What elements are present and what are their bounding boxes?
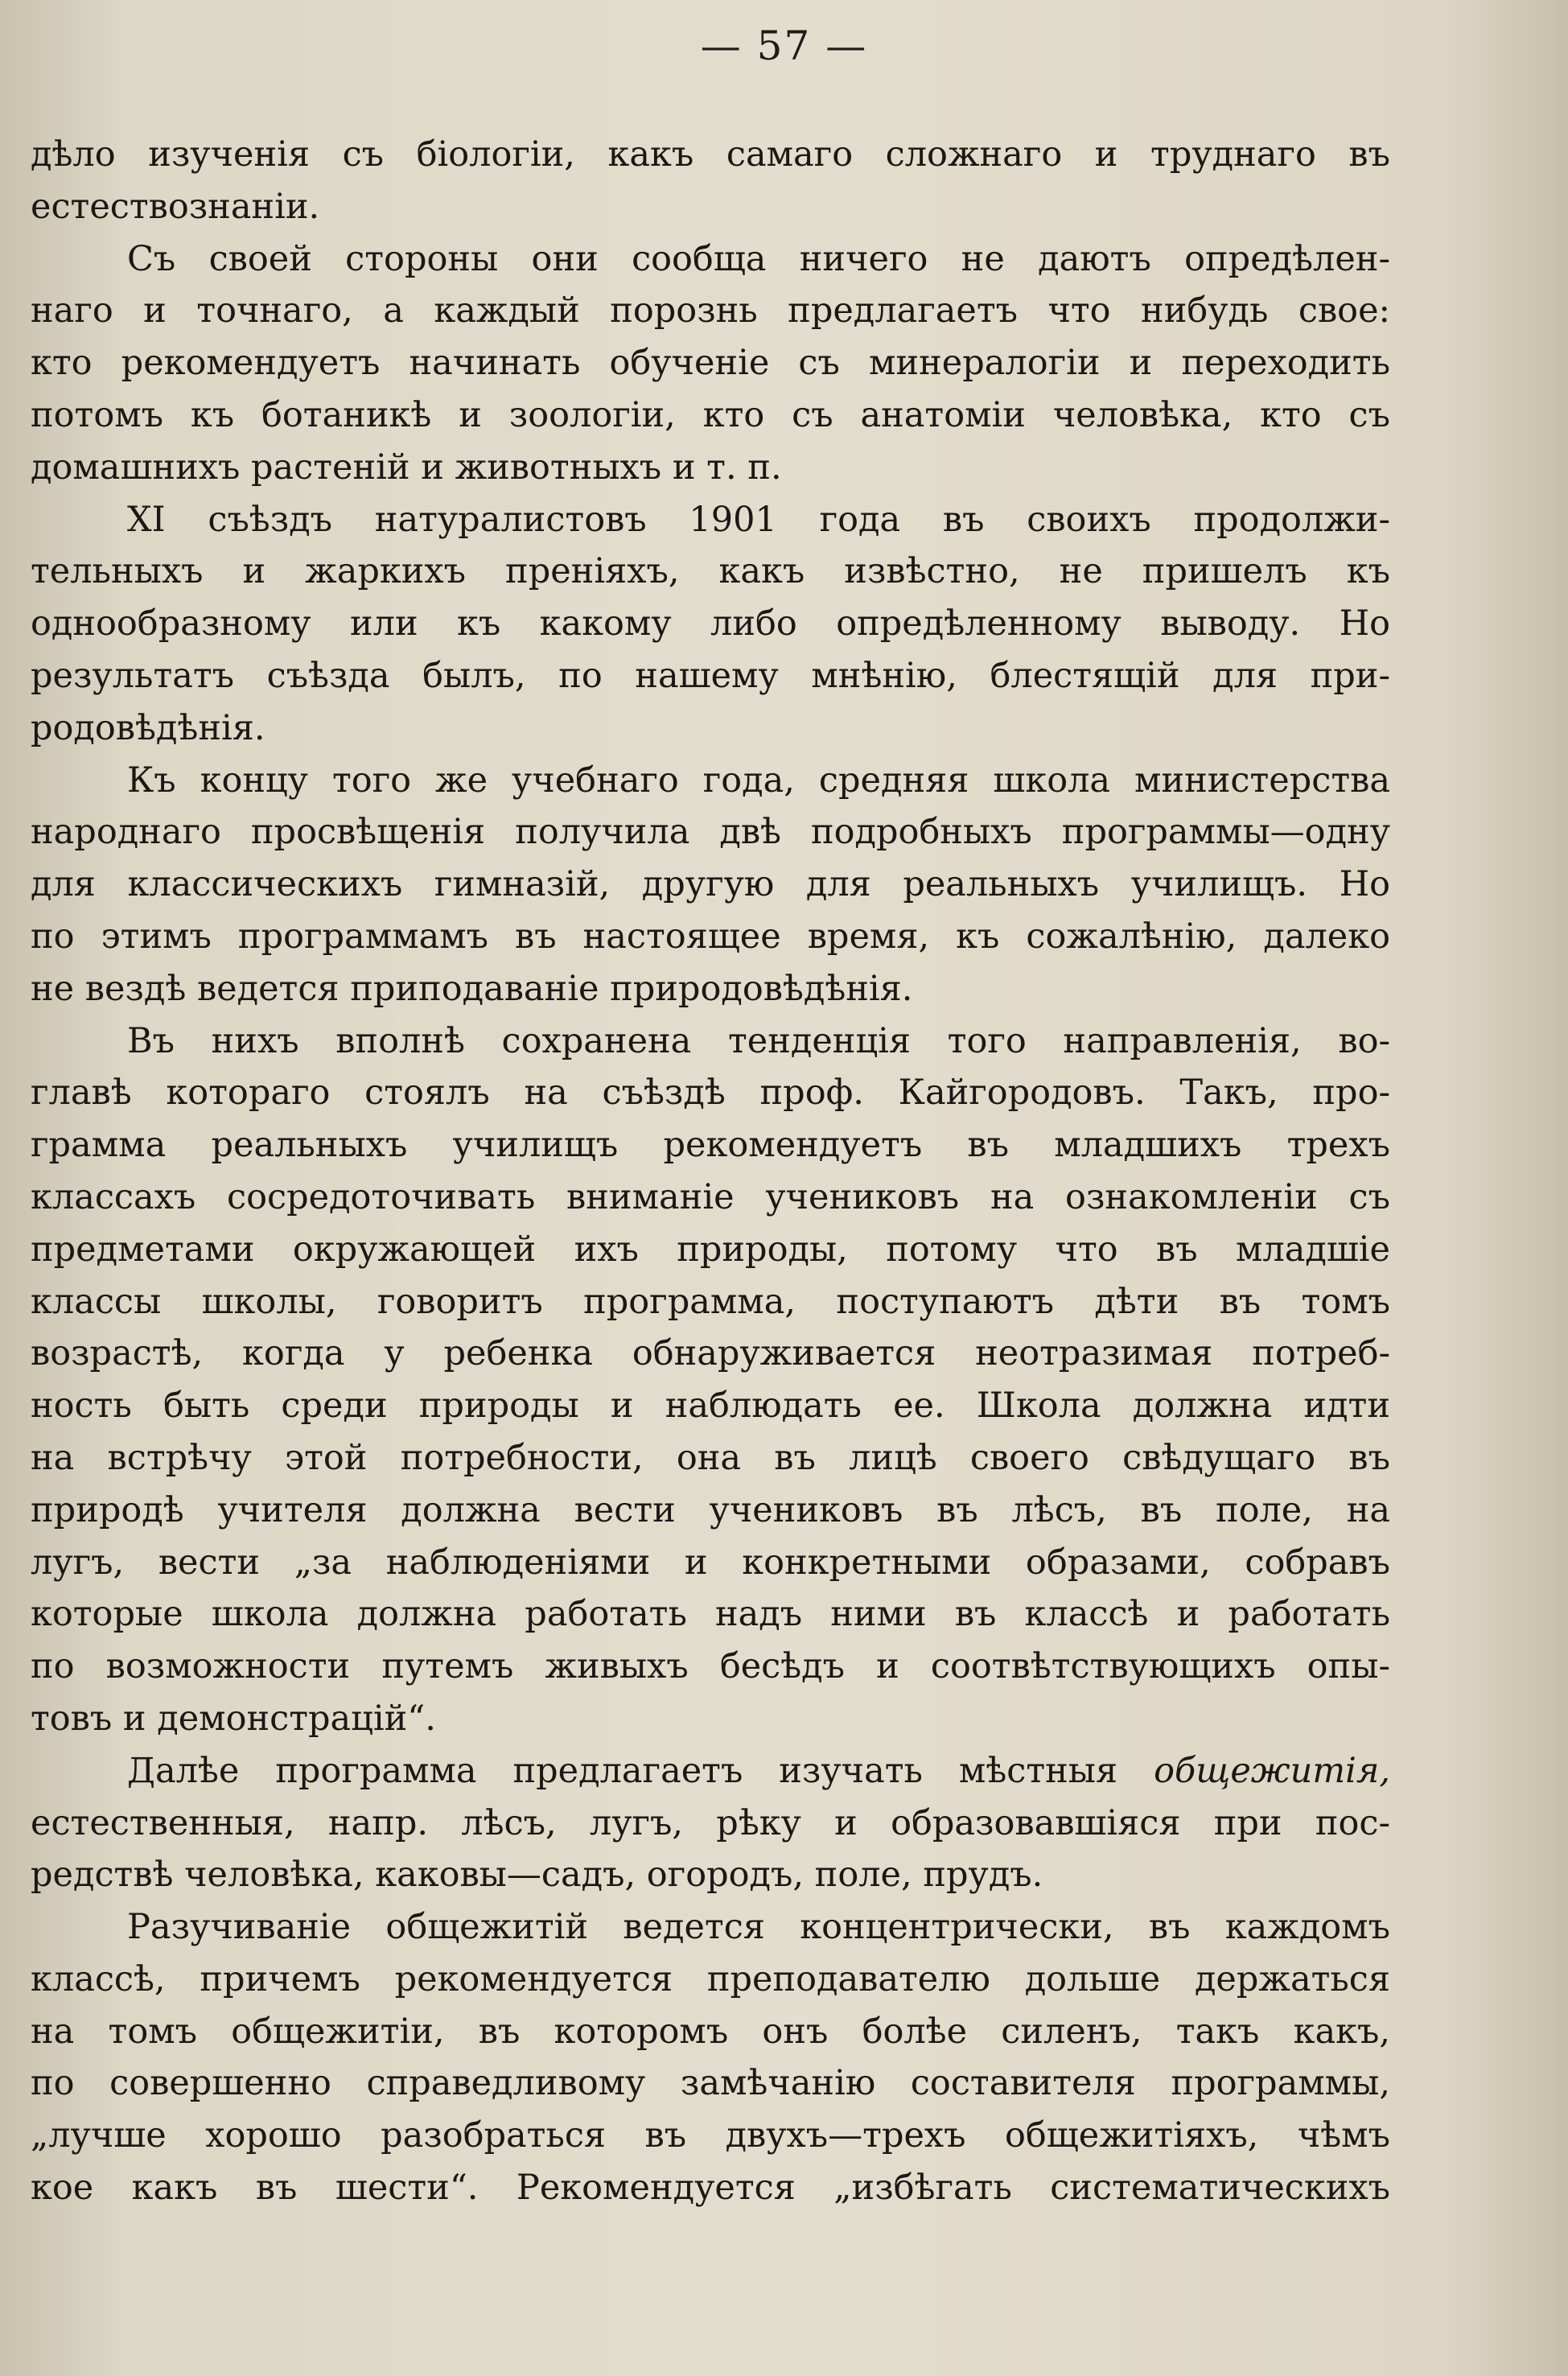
text-line (31, 1954, 1390, 2006)
line-text: не вездѣ ведется приподаваніе природовѣдѣнія. (31, 968, 913, 1009)
paragraph (31, 129, 1390, 233)
text-line (31, 389, 1390, 442)
paragraph (31, 1745, 1390, 1901)
page-number: — 57 — (700, 23, 868, 69)
line-text: однообразному или къ какому либо опредѣленному выводу. Но (31, 603, 1390, 644)
text-line (31, 1172, 1390, 1224)
text-line (31, 442, 1390, 494)
emphasized-word: общежитія, (1154, 1750, 1390, 1791)
text-line (31, 546, 1390, 598)
text-line (31, 598, 1390, 650)
line-text: грамма реальныхъ училищъ рекомендуетъ въ младшихъ трехъ (31, 1125, 1390, 1166)
line-text: природѣ учителя должна вести учениковъ въ лѣсъ, въ поле, на (31, 1489, 1390, 1530)
text-line (31, 2110, 1390, 2162)
line-text: на встрѣчу этой потребности, она въ лицѣ своего свѣдущаго въ (31, 1437, 1390, 1478)
text-line (31, 2162, 1390, 2214)
paragraph (31, 233, 1390, 494)
text-line (31, 1693, 1390, 1745)
line-text: Разучиваніе общежитій ведется концентрически, въ каждомъ (127, 1907, 1390, 1948)
paragraph (31, 494, 1390, 755)
line-text: на томъ общежитіи, въ которомъ онъ болѣе силенъ, такъ какъ, (31, 2011, 1390, 2052)
line-text: возрастѣ, когда у ребенка обнаруживается неотразимая потреб- (31, 1333, 1390, 1374)
text-line (31, 129, 1390, 181)
text-line (31, 2057, 1390, 2110)
body-text (31, 129, 1390, 2214)
text-line (31, 1067, 1390, 1119)
line-text: Къ концу того же учебнаго года, средняя школа министерства (127, 760, 1390, 801)
line-text: редствѣ человѣка, каковы—садъ, огородъ, поле, прудъ. (31, 1855, 1043, 1896)
text-line (31, 1901, 1390, 1954)
line-text: по совершенно справедливому замѣчанію составителя программы, (31, 2063, 1390, 2104)
line-text: дѣло изученія съ біологіи, какъ самаго сложнаго и труднаго въ (31, 134, 1390, 175)
line-text: естественныя, напр. лѣсъ, лугъ, рѣку и образовавшіяся при пос- (31, 1802, 1390, 1843)
line-text: тельныхъ и жаркихъ преніяхъ, какъ извѣстно, не пришелъ къ (31, 551, 1390, 592)
text-line (31, 1015, 1390, 1068)
text-line (31, 1797, 1390, 1850)
line-text: по этимъ программамъ въ настоящее время, къ сожалѣнію, далеко (31, 916, 1390, 957)
paragraph (31, 1015, 1390, 1745)
line-text: ность быть среди природы и наблюдать ее. Школа должна идти (31, 1386, 1390, 1427)
text-line (31, 1276, 1390, 1328)
text-line (31, 1588, 1390, 1641)
line-text: естествознаніи. (31, 186, 320, 227)
line-text: по возможности путемъ живыхъ бесѣдъ и соотвѣтствующихъ опы- (31, 1646, 1390, 1687)
line-text: классахъ сосредоточивать вниманіе учениковъ на ознакомленіи съ (31, 1176, 1390, 1217)
line-text: главѣ котораго стоялъ на съѣздѣ проф. Кайгородовъ. Такъ, про- (31, 1073, 1390, 1114)
text-line (31, 702, 1390, 755)
text-line (31, 911, 1390, 963)
text-line (31, 337, 1390, 389)
text-line (31, 1380, 1390, 1432)
line-text: родовѣдѣнія. (31, 707, 265, 748)
text-line (31, 1537, 1390, 1589)
line-text: для классическихъ гимназій, другую для реальныхъ училищъ. Но (31, 864, 1390, 905)
text-line (31, 233, 1390, 286)
line-text: кое какъ въ шести“. Рекомендуется „избѣгать систематическихъ (31, 2168, 1390, 2209)
line-text: которые школа должна работать надъ ними въ классѣ и работать (31, 1594, 1390, 1635)
line-text: потомъ къ ботаникѣ и зоологіи, кто съ анатоміи человѣка, кто съ (31, 394, 1390, 435)
text-line (31, 1328, 1390, 1380)
text-line (31, 181, 1390, 233)
text-line (31, 1119, 1390, 1172)
line-text: „лучше хорошо разобраться въ двухъ—трехъ общежитіяхъ, чѣмъ (31, 2115, 1390, 2156)
text-line (31, 1745, 1390, 1797)
paragraph (31, 755, 1390, 1015)
line-text: Далѣе программа предлагаетъ изучать мѣстныя (127, 1750, 1118, 1791)
line-text: Въ нихъ вполнѣ сохранена тенденція того направленія, во- (127, 1020, 1390, 1061)
line-text: XI съѣздъ натуралистовъ 1901 года въ своихъ продолжи- (127, 499, 1390, 540)
text-line (31, 755, 1390, 807)
text-line (31, 494, 1390, 546)
line-text: кто рекомендуетъ начинать обученіе съ минералогіи и переходить (31, 343, 1390, 384)
line-text: предметами окружающей ихъ природы, потому что въ младшіе (31, 1229, 1390, 1270)
text-line (31, 1224, 1390, 1276)
text-line (31, 285, 1390, 337)
text-line (31, 859, 1390, 911)
text-line (31, 2006, 1390, 2058)
line-text: классѣ, причемъ рекомендуется преподавателю дольше держаться (31, 1958, 1390, 1999)
text-line (31, 650, 1390, 702)
line-text: классы школы, говоритъ программа, поступаютъ дѣти въ томъ (31, 1281, 1390, 1322)
line-text: наго и точнаго, а каждый порознь предлагаетъ что нибудь свое: (31, 290, 1390, 331)
line-text: народнаго просвѣщенія получила двѣ подробныхъ программы—одну (31, 812, 1390, 853)
paragraph (31, 1901, 1390, 2214)
line-text: лугъ, вести „за наблюденіями и конкретными образами, собравъ (31, 1542, 1390, 1583)
line-text: Съ своей стороны они сообща ничего не даютъ опредѣлен- (127, 238, 1390, 279)
line-text: домашнихъ растеній и животныхъ и т. п. (31, 447, 782, 488)
text-line (31, 806, 1390, 859)
line-text: товъ и демонстрацій“. (31, 1698, 436, 1739)
text-line (31, 963, 1390, 1015)
text-line (31, 1641, 1390, 1693)
text-line (31, 1849, 1390, 1901)
line-text: результатъ съѣзда былъ, по нашему мнѣнію, блестящій для при- (31, 655, 1390, 696)
text-line (31, 1484, 1390, 1537)
text-line (31, 1432, 1390, 1484)
